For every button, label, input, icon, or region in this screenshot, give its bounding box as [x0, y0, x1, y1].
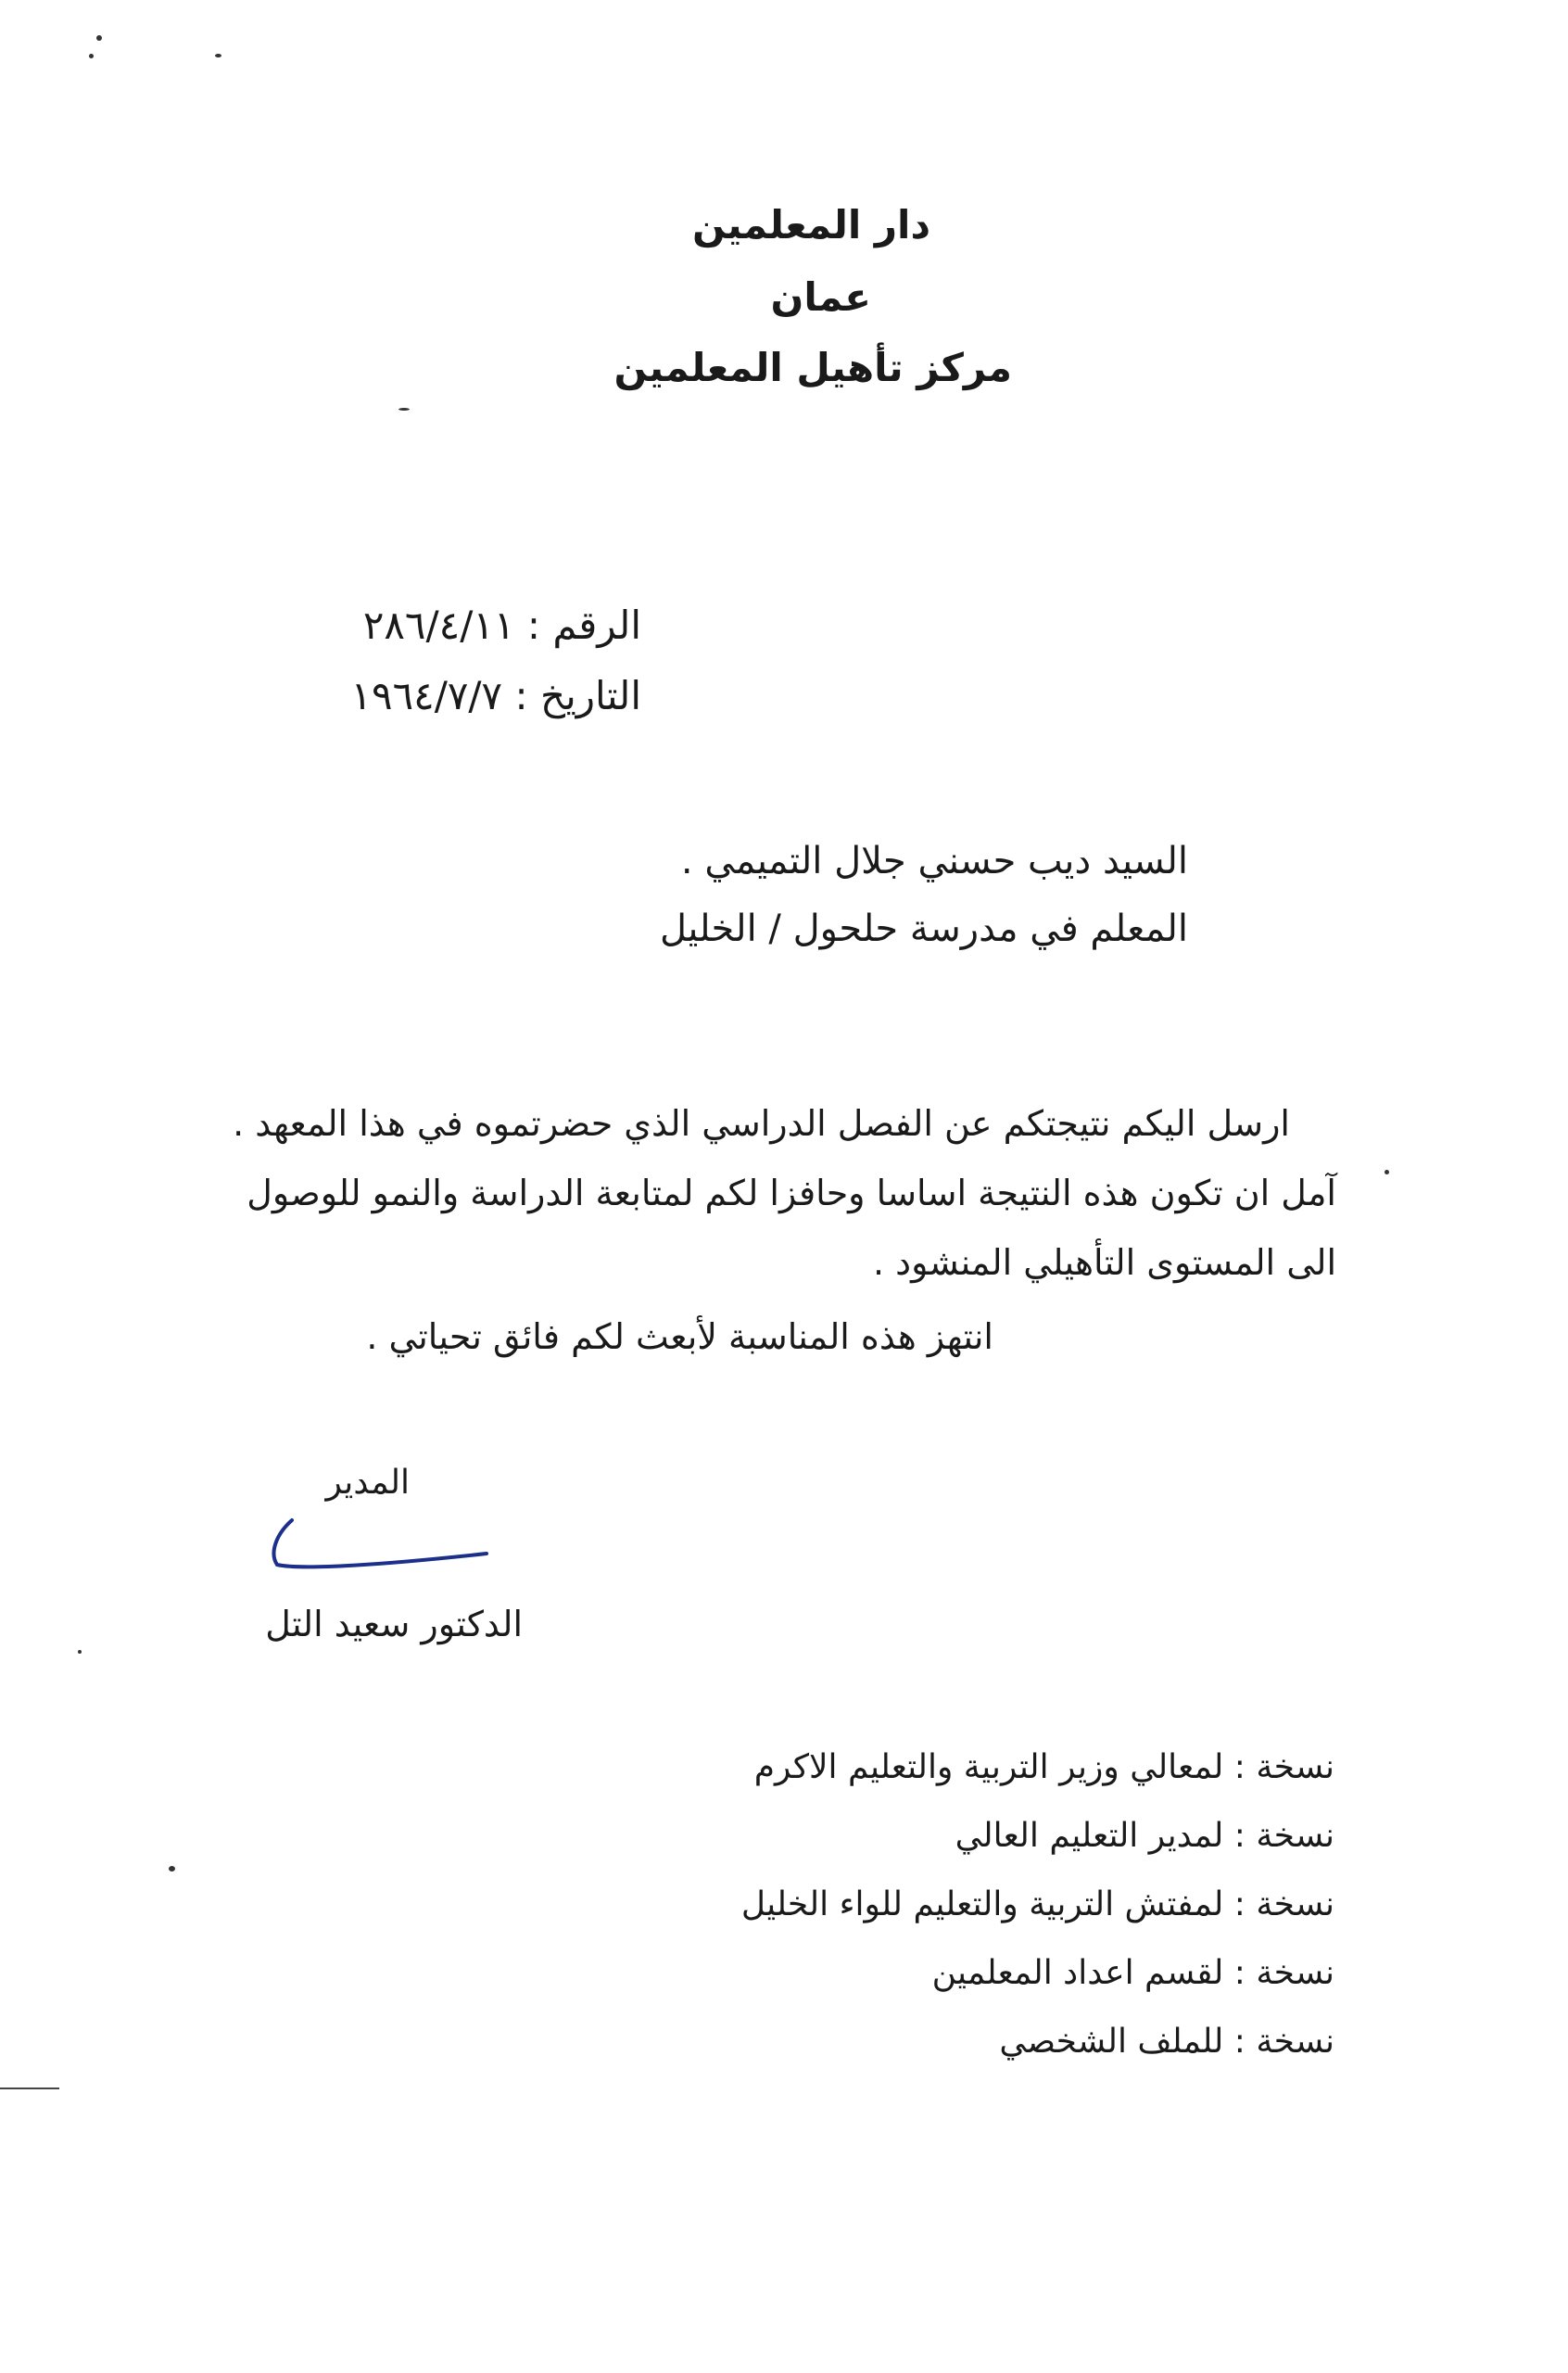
copy-label: نسخة :: [1233, 1954, 1334, 1992]
reference-number-value: ٢٨٦/٤/١١: [362, 603, 515, 648]
copy-label: نسخة :: [1233, 1748, 1334, 1786]
copy-recipient: لمفتش التربية والتعليم للواء الخليل: [740, 1885, 1224, 1923]
copy-label: نسخة :: [1233, 2023, 1334, 2061]
scan-speck: [169, 1866, 175, 1872]
header-center: مركز تأهيل المعلمين: [613, 345, 1012, 390]
body-line-3: الى المستوى التأهيلي المنشود .: [872, 1242, 1336, 1283]
header-institution: دار المعلمين: [691, 202, 930, 247]
copy-line: [741, 1884, 1334, 1953]
copy-recipient: للملف الشخصي: [999, 2023, 1224, 2061]
copies-list: [741, 1747, 1334, 2090]
copy-recipient: لقسم اعداد المعلمين: [931, 1954, 1224, 1992]
body-line-1: ارسل اليكم نتيجتكم عن الفصل الدراسي الذي حضرتموه في هذا المعهد .: [233, 1103, 1290, 1144]
scan-edge-line: [0, 2087, 59, 2089]
copy-line: [741, 1816, 1334, 1884]
signature-title: المدير: [325, 1464, 410, 1502]
header-city: عمان: [770, 274, 871, 320]
signature-name: الدكتور سعيد التل: [265, 1604, 523, 1644]
reference-date-value: ١٩٦٤/٧/٧: [350, 673, 503, 718]
scan-speck: [1385, 1170, 1389, 1174]
copy-recipient: لمدير التعليم العالي: [955, 1817, 1224, 1855]
reference-date: [350, 673, 641, 719]
scan-speck: [78, 1650, 82, 1654]
recipient-role: المعلم في مدرسة حلحول / الخليل: [659, 907, 1188, 950]
scan-speck: [96, 35, 102, 41]
copy-line: [741, 2022, 1334, 2090]
reference-number-label: الرقم :: [526, 603, 641, 648]
body-line-2: آمل ان تكون هذه النتيجة اساسا وحافزا لكم لمتابعة الدراسة والنمو للوصول: [247, 1173, 1336, 1213]
copy-line: [741, 1747, 1334, 1816]
copy-label: نسخة :: [1233, 1817, 1334, 1855]
reference-date-label: التاريخ :: [514, 673, 641, 718]
recipient-name: السيد ديب حسني جلال التميمي .: [680, 840, 1188, 882]
scan-speck: [398, 408, 410, 411]
reference-number: [363, 603, 641, 649]
scan-speck: [215, 54, 221, 57]
body-closing: انتهز هذه المناسبة لأبعث لكم فائق تحياتي .: [366, 1316, 993, 1357]
copy-recipient: لمعالي وزير التربية والتعليم الاكرم: [753, 1748, 1224, 1786]
scan-speck: [89, 54, 94, 58]
copy-line: [741, 1953, 1334, 2022]
handwritten-signature: [264, 1509, 505, 1583]
copy-label: نسخة :: [1233, 1885, 1334, 1923]
